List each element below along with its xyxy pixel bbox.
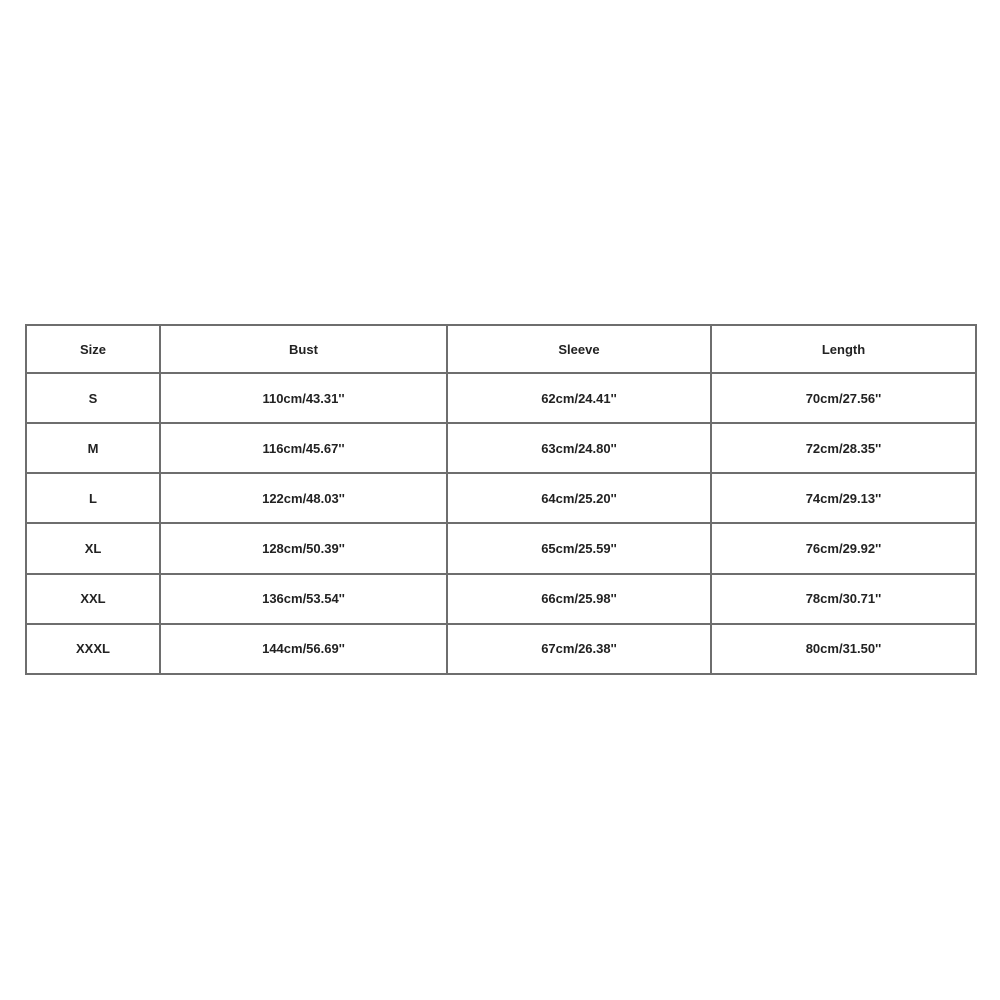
cell-bust: 144cm/56.69'' bbox=[160, 624, 447, 674]
cell-sleeve: 66cm/25.98'' bbox=[447, 574, 711, 624]
header-bust: Bust bbox=[160, 325, 447, 373]
cell-sleeve: 63cm/24.80'' bbox=[447, 423, 711, 473]
cell-sleeve: 64cm/25.20'' bbox=[447, 473, 711, 523]
cell-bust: 136cm/53.54'' bbox=[160, 574, 447, 624]
header-length: Length bbox=[711, 325, 976, 373]
cell-length: 80cm/31.50'' bbox=[711, 624, 976, 674]
cell-bust: 128cm/50.39'' bbox=[160, 523, 447, 573]
cell-bust: 122cm/48.03'' bbox=[160, 473, 447, 523]
cell-length: 72cm/28.35'' bbox=[711, 423, 976, 473]
cell-bust: 110cm/43.31'' bbox=[160, 373, 447, 423]
cell-size: XL bbox=[26, 523, 160, 573]
size-chart-table bbox=[25, 324, 977, 675]
cell-sleeve: 62cm/24.41'' bbox=[447, 373, 711, 423]
table-row bbox=[26, 373, 976, 423]
cell-length: 78cm/30.71'' bbox=[711, 574, 976, 624]
header-sleeve: Sleeve bbox=[447, 325, 711, 373]
cell-length: 76cm/29.92'' bbox=[711, 523, 976, 573]
cell-sleeve: 67cm/26.38'' bbox=[447, 624, 711, 674]
cell-length: 70cm/27.56'' bbox=[711, 373, 976, 423]
table-row bbox=[26, 523, 976, 573]
table-header-row bbox=[26, 325, 976, 373]
cell-length: 74cm/29.13'' bbox=[711, 473, 976, 523]
cell-size: XXXL bbox=[26, 624, 160, 674]
table-row bbox=[26, 574, 976, 624]
header-size: Size bbox=[26, 325, 160, 373]
cell-size: S bbox=[26, 373, 160, 423]
cell-size: L bbox=[26, 473, 160, 523]
table-row bbox=[26, 624, 976, 674]
cell-size: M bbox=[26, 423, 160, 473]
table-row bbox=[26, 473, 976, 523]
table-row bbox=[26, 423, 976, 473]
cell-bust: 116cm/45.67'' bbox=[160, 423, 447, 473]
cell-size: XXL bbox=[26, 574, 160, 624]
cell-sleeve: 65cm/25.59'' bbox=[447, 523, 711, 573]
